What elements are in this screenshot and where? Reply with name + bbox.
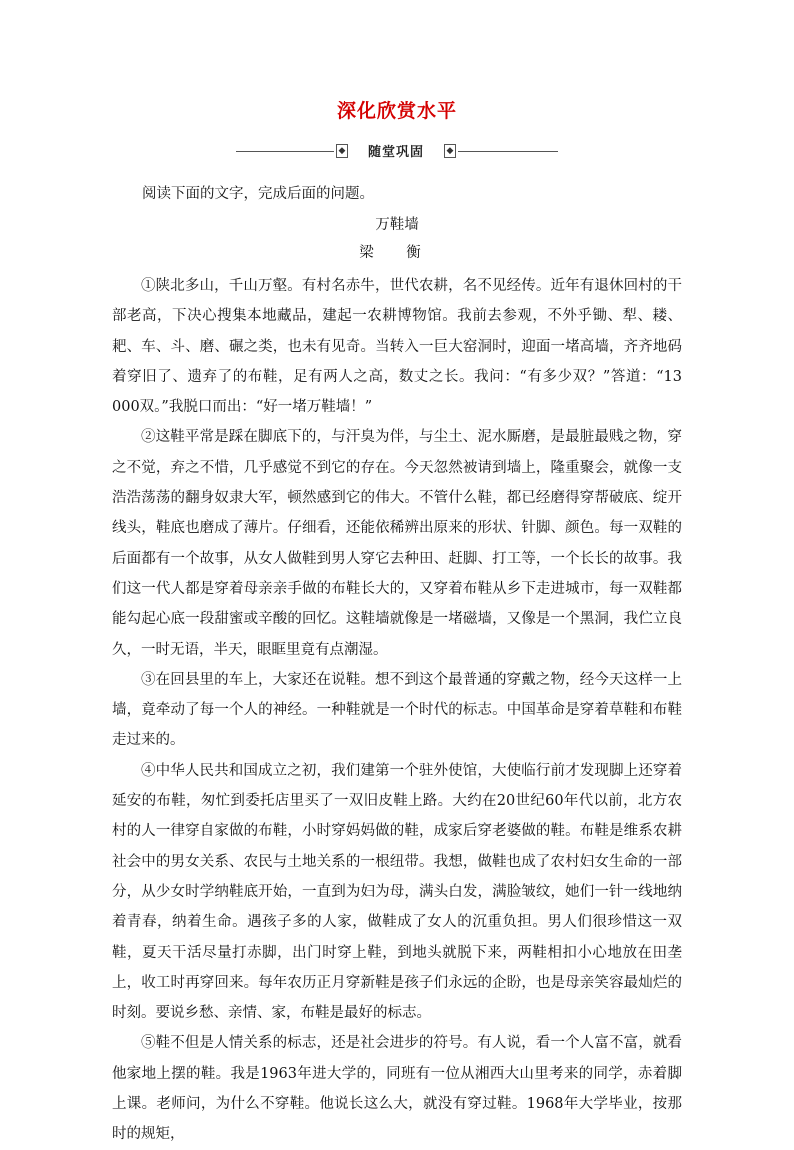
document-body: [112, 179, 682, 1150]
ornament-icon: ◆: [336, 144, 348, 158]
page-title: 深化欣赏水平: [336, 100, 457, 122]
paragraph-5: ⑤鞋不但是人情关系的标志，还是社会进步的符号。有人说，看一个人富不富，就看他家地上摆的鞋。我是1963年进大学的，同班有一位从湘西大山里考来的同学，赤着脚上课。老师问，为什么不穿鞋。他说长这么大，就没有穿过鞋。1968年大学毕业，按那时的规矩，: [112, 1035, 682, 1143]
ornament-icon: ◆: [444, 144, 456, 158]
divider-line-left: [236, 151, 334, 152]
paragraph-4: ④中华人民共和国成立之初，我们建第一个驻外使馆，大使临行前才发现脚上还穿着延安的布鞋，匆忙到委托店里买了一双旧皮鞋上路。大约在20世纪60年代以前，北方农村的人一律穿自家做的布鞋，小时穿妈妈做的鞋，成家后穿老婆做的鞋。布鞋是维系农耕社会中的男女关系、农民与土地关系的一根纽带。我想，做鞋也成了农村妇女生命的一部分，从少女时学纳鞋底开始，一直到为妇为母，满头白发，满脸皱纹，她们一针一线地纳着青春，纳着生命。遇孩子多的人家，做鞋成了女人的沉重负担。男人们很珍惜这一双鞋，夏天干活尽量打赤脚，出门时穿上鞋，到地头就脱下来，两鞋相扣小心地放在田垄上，收工时再穿回来。每年农历正月穿新鞋是孩子们永远的企盼，也是母亲笑容最灿烂的时刻。要说乡愁、亲情、家，布鞋是最好的标志。: [112, 762, 682, 1022]
paragraph-1: ①陕北多山，千山万壑。有村名赤牛，世代农耕，名不见经传。近年有退休回村的干部老高，下决心搜集本地藏品，建起一农耕博物馆。我前去参观，不外乎锄、犁、耧、耙、车、斗、磨、碾之类，也未有见奇。当转入一巨大窑洞时，迎面一堵高墙，齐齐地码着穿旧了、遗弃了的布鞋，足有两人之高，数丈之长。我问：“有多少双？”答道：“13 000双。”我脱口而出：“好一堵万鞋墙！”: [112, 278, 682, 416]
paragraph-2: ②这鞋平常是踩在脚底下的，与汗臭为伴，与尘土、泥水厮磨，是最脏最贱之物，穿之不觉，弃之不惜，几乎感觉不到它的存在。今天忽然被请到墙上，隆重聚会，就像一支浩浩荡荡的翻身奴隶大军，顿然感到它的伟大。不管什么鞋，都已经磨得穿帮破底、绽开线头，鞋底也磨成了薄片。仔细看，还能依稀辨出原来的形状、针脚、颜色。每一双鞋的后面都有一个故事，从女人做鞋到男人穿它去种田、赶脚、打工等，一个长长的故事。我们这一代人都是穿着母亲亲手做的布鞋长大的，又穿着布鞋从乡下走进城市，每一双鞋都能勾起心底一段甜蜜或辛酸的回忆。这鞋墙就像是一堵磁墙，又像是一个黑洞，我伫立良久，一时无语，半天，眼眶里竟有点潮湿。: [112, 429, 682, 658]
section-label: 随堂巩固: [367, 145, 424, 160]
paragraph-3: ③在回县里的车上，大家还在说鞋。想不到这个最普通的穿戴之物，经今天这样一上墙，竟牵动了每一个人的神经。一种鞋就是一个时代的标志。中国革命是穿着草鞋和布鞋走过来的。: [112, 671, 682, 749]
section-divider: [236, 140, 558, 164]
article-title: 万鞋墙: [375, 217, 419, 233]
article-author: 梁 衡: [359, 245, 435, 261]
instruction-text: 阅读下面的文字，完成后面的问题。: [142, 186, 374, 202]
divider-line-right: [458, 151, 558, 152]
